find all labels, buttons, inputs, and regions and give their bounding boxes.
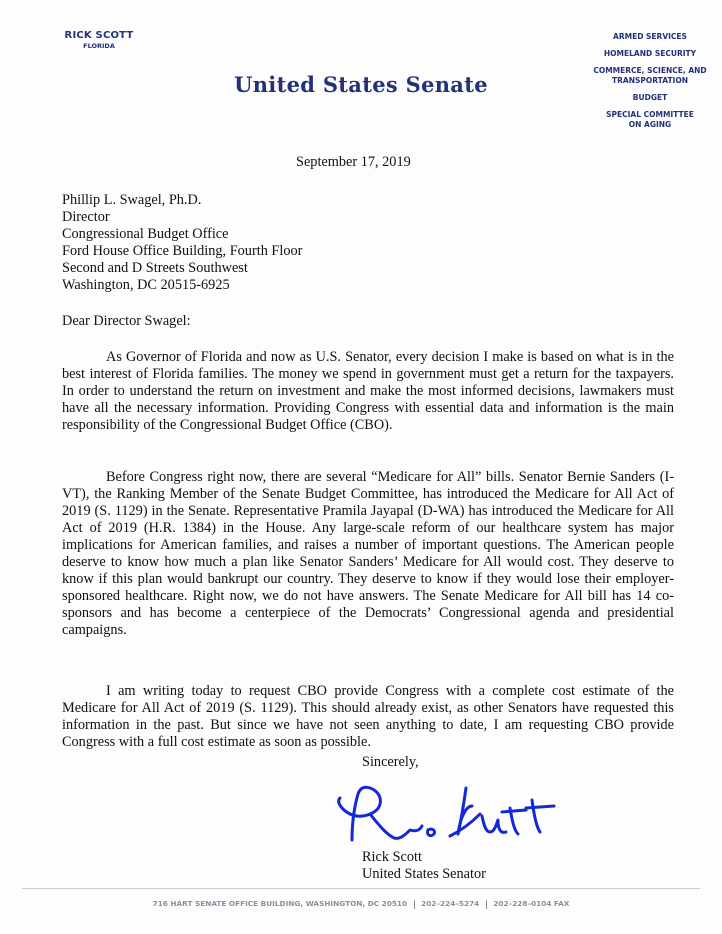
senate-title: United States Senate — [234, 72, 488, 97]
committee-item: COMMERCE, SCIENCE, AND TRANSPORTATION — [593, 66, 707, 85]
recipient-line: Second and D Streets Southwest — [62, 260, 248, 276]
footer-divider — [22, 888, 700, 889]
recipient-line: Washington, DC 20515-6925 — [62, 277, 230, 293]
signature-block — [362, 849, 486, 883]
recipient-line: Director — [62, 209, 110, 225]
body-paragraph: Before Congress right now, there are several “Medicare for All” bills. Senator Bernie Sanders (I-VT), the Ranking Member of the Senate Budget Committee, has introduced the Medicare for All Act of 2019 (S. 1129) in the Senate. Representative Pramila Jayapal (D-WA) has introduced the Medicare for All Act of 2019 (H.R. 1384) in the House. Any large-scale reform of our healthcare system has major implications for American families, and raises a number of important questions. The American people deserve to know how much a plan like Senator Sanders’ Medicare for All would cost. They deserve to know if this plan would bankrupt our country. They deserve to know if they would lose their employer-sponsored healthcare. Right now, we do not have answers. The Senate Medicare for All bill has 14 co-sponsors and has become a centerpiece of the Democrats’ Congressional agenda and presidential campaigns. — [62, 469, 674, 638]
committee-item: ARMED SERVICES — [613, 32, 687, 41]
closing: Sincerely, — [362, 754, 419, 770]
committee-list — [588, 32, 712, 137]
body-paragraph: I am writing today to request CBO provide Congress with a complete cost estimate of the Medicare for All Act of 2019 (S. 1129). This should already exist, as other Senators have requested this information in the past. But since we have not seen anything to date, I am requesting CBO provide Congress with a full cost estimate as soon as possible. — [62, 683, 674, 750]
recipient-line: Ford House Office Building, Fourth Floor — [62, 243, 303, 259]
footer-separator — [486, 900, 487, 909]
footer-separator — [414, 900, 415, 909]
signature-title: United States Senator — [362, 866, 486, 882]
office-fax: 202–228–0104 FAX — [493, 899, 570, 908]
committee-item: BUDGET — [632, 93, 668, 102]
salutation: Dear Director Swagel: — [62, 313, 191, 329]
office-address: 716 HART SENATE OFFICE BUILDING, WASHINGTON, DC 20510 — [152, 899, 408, 908]
signature-name: Rick Scott — [362, 849, 422, 865]
footer-address-bar — [0, 899, 722, 909]
committee-item: SPECIAL COMMITTEE ON AGING — [606, 110, 694, 129]
senator-letterhead — [44, 30, 154, 50]
senator-name: RICK SCOTT — [64, 30, 134, 41]
letter-date: September 17, 2019 — [296, 154, 411, 170]
committee-item: HOMELAND SECURITY — [603, 49, 697, 58]
recipient-line: Phillip L. Swagel, Ph.D. — [62, 192, 202, 208]
handwritten-signature — [330, 778, 570, 850]
recipient-line: Congressional Budget Office — [62, 226, 229, 242]
senator-state: FLORIDA — [83, 42, 115, 50]
office-phone: 202–224–5274 — [421, 899, 480, 908]
body-paragraph: As Governor of Florida and now as U.S. Senator, every decision I make is based on what is in the best interest of Florida families. The money we spend in government must get a return for the taxpayers. In order to understand the return on investment and make the most informed decisions, lawmakers must have all the necessary information. Providing Congress with essential data and information is the main responsibility of the Congressional Budget Office (CBO). — [62, 349, 674, 433]
recipient-address — [62, 192, 302, 294]
